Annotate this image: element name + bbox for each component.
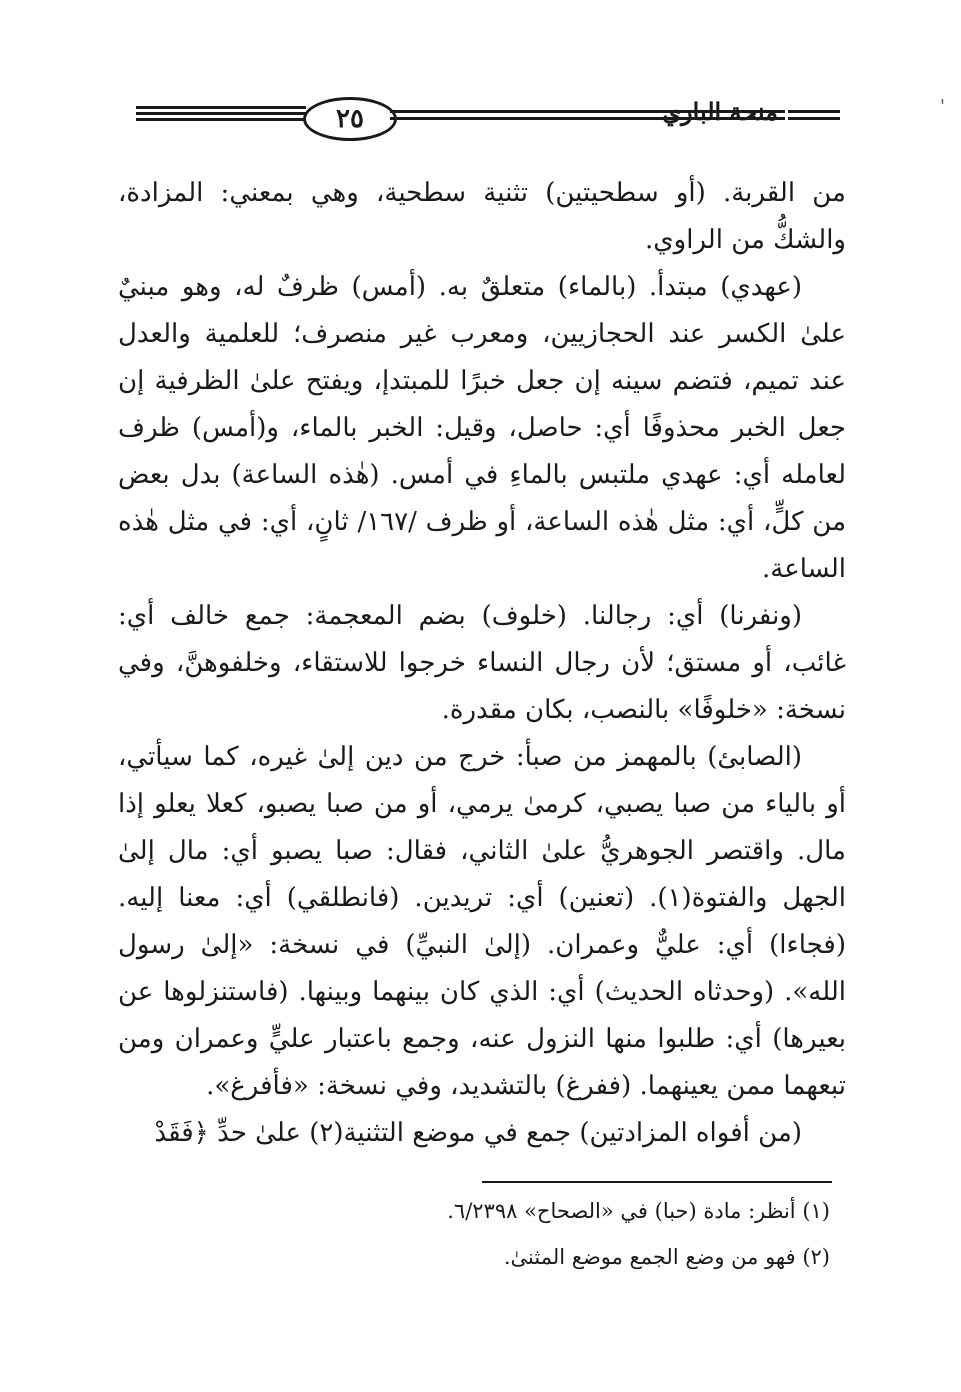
footnotes xyxy=(330,1188,830,1280)
main-text xyxy=(118,170,846,1157)
paragraph-3: (ونفرنا) أي: رجالنا. (خلوف) بضم المعجمة: جمع خالف أي: غائب، أو مستق؛ لأن رجال النساء خرجوا للاستقاء، وخلفوهنَّ، وفي نسخة: «خلوفًا» بالنصب، بكان مقدرة. xyxy=(118,601,846,725)
paragraph-5: (من أفواه المزادتين) جمع في موضع التثنية(٢) علىٰ حدِّ ﴿فَقَدْ xyxy=(154,1118,802,1148)
footnote-2: (٢) فهو من وضع الجمع موضع المثنىٰ. xyxy=(503,1245,830,1269)
paragraph-4: (الصابئ) بالمهمز من صبأ: خرج من دين إلىٰ غيره، كما سيأتي، أو بالياء من صبا يصبي، كرمىٰ يرمي، أو من صبا يصبو، كعلا يعلو إذا مال. واقتصر الجوهريُّ علىٰ الثاني، فقال: صبا يصبو أي: مال إلىٰ الجهل والفتوة(١). (تعنين) أي: تريدين. (فانطلقي) أي: معنا إليه. (فجاءا) أي: عليٌّ وعمران. (إلىٰ النبيِّ) في نسخة: «إلىٰ رسول الله». (وحدثاه الحديث) أي: الذي كان بينهما وبينها. (فاستنزلوها عن بعيرها) أي: طلبوا منها النزول عنه، وجمع باعتبار عليٍّ وعمران ومن تبعهما ممن يعينهما. (ففرغ) بالتشديد، وفي نسخة: «فأفرغ». xyxy=(118,742,846,1101)
footnote-separator xyxy=(482,1181,832,1183)
stray-mark: ' xyxy=(940,96,945,117)
page-number: ٢٥ xyxy=(303,97,397,141)
footnote-1: (١) أنظر: مادة (حبا) في «الصحاح» ٦/٢٣٩٨. xyxy=(447,1199,830,1223)
book-title: منحة الباري xyxy=(662,97,778,126)
paragraph-2: (عهدي) مبتدأ. (بالماء) متعلقٌ به. (أمس) ظرفٌ له، وهو مبنيٌ علىٰ الكسر عند الحجازيين، ومعرب غير منصرف؛ للعلمية والعدل عند تميم، فتضم سينه إن جعل خبرًا للمبتدإ، ويفتح علىٰ الظرفية إن جعل الخبر محذوفًا أي: حاصل، وقيل: الخبر بالماء، و(أمس) ظرف لعامله أي: عهدي ملتبس بالماءِ في أمس. (هٰذه الساعة) بدل بعض من كلٍّ، أي: مثل هٰذه الساعة، أو ظرف /١٦٧/ ثانٍ، أي: في مثل هٰذه الساعة. xyxy=(118,272,846,584)
page-header xyxy=(128,92,848,142)
paragraph-1: من القربة. (أو سطحيتين) تثنية سطحية، وهي بمعني: المزادة، والشكُّ من الراوي. xyxy=(118,178,846,255)
